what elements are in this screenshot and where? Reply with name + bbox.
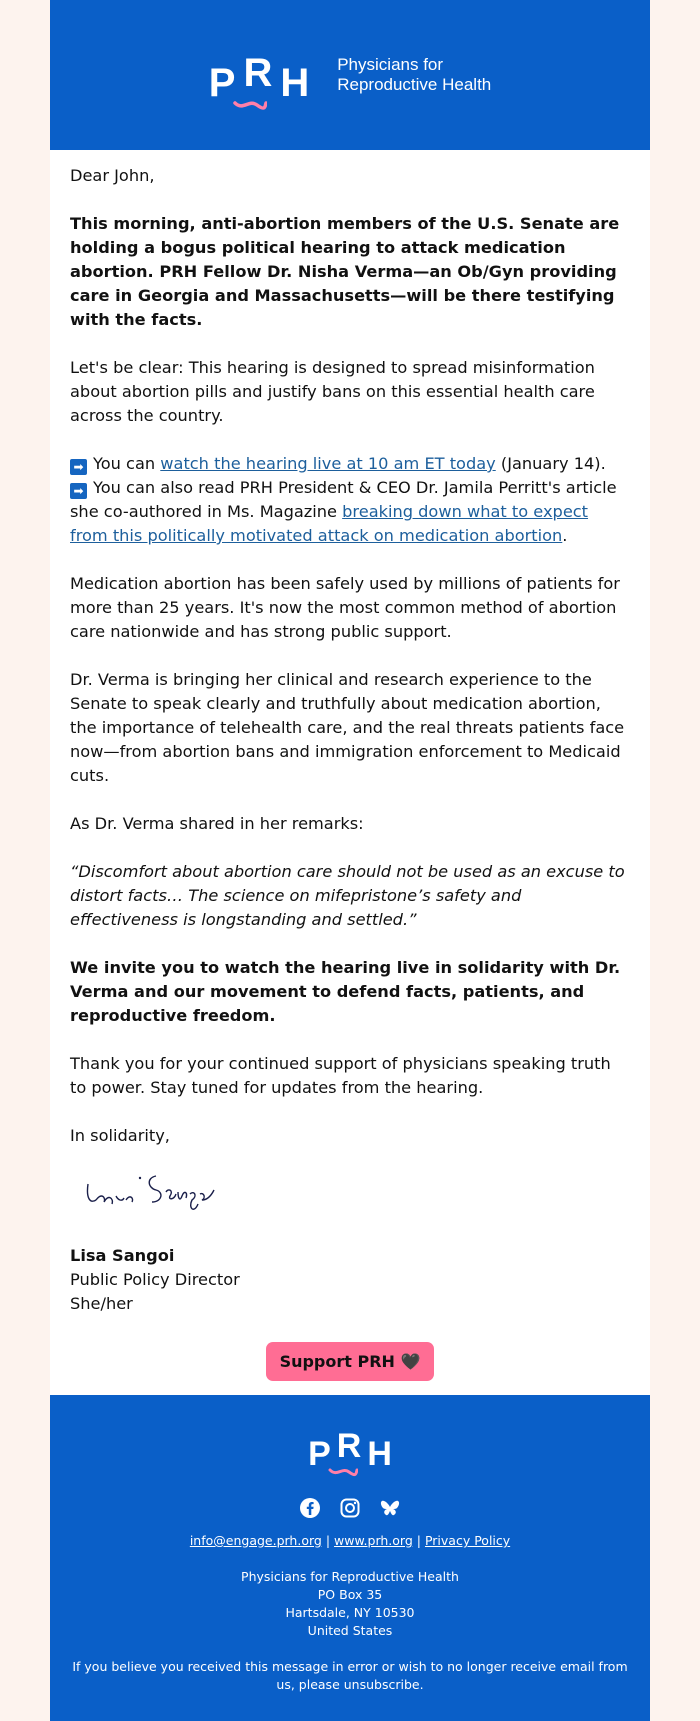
watch-hearing-link[interactable]: watch the hearing live at 10 am ET today xyxy=(160,454,496,473)
address-po-box: PO Box 35 xyxy=(317,1587,383,1602)
footer-logo-letter-p: P xyxy=(308,1435,331,1473)
email-container xyxy=(50,0,650,1721)
email-header xyxy=(50,0,650,150)
footer-separator: | xyxy=(325,1533,331,1548)
bullet1-suffix: (January 14). xyxy=(495,454,606,473)
signature-block xyxy=(70,1244,630,1316)
signer-name: Lisa Sangoi xyxy=(70,1246,175,1265)
arrow-right-icon: ➡ xyxy=(70,459,87,475)
footer-separator: | xyxy=(416,1533,421,1548)
logo-letter-r: R xyxy=(243,51,273,95)
footer-logo-letter-h: H xyxy=(367,1435,392,1473)
closing: In solidarity, xyxy=(70,1126,170,1145)
footer-prh-logo[interactable] xyxy=(308,1425,392,1471)
bullet1-prefix: You can xyxy=(93,454,161,473)
signer-title: Public Policy Director xyxy=(70,1270,240,1289)
address-org: Physicians for Reproductive Health xyxy=(241,1569,459,1584)
thanks-paragraph: Thank you for your continued support of physicians speaking truth to power. Stay tuned for updates from the hearing. xyxy=(70,1054,611,1097)
logo-wordmark xyxy=(337,55,491,95)
prh-logo[interactable] xyxy=(209,47,309,103)
bullet2-suffix: . xyxy=(562,526,568,545)
website-link[interactable]: www.prh.org xyxy=(334,1533,413,1548)
bullet2-prefix: You can also read PRH President & CEO Dr. Jamila Perritt's article she co-authored in Ms. Magazine xyxy=(70,478,617,521)
clear-paragraph: Let's be clear: This hearing is designed to spread misinformation about abortion pills and justify bans on this essential health care across the country. xyxy=(70,358,595,425)
shared-paragraph: As Dr. Verma shared in her remarks: xyxy=(70,814,364,833)
safety-paragraph: Medication abortion has been safely used by millions of patients for more than 25 years. It's now the most common method of abortion care nationwide and has strong public support. xyxy=(70,574,620,641)
footer-links xyxy=(70,1533,630,1548)
mailing-address xyxy=(70,1568,630,1640)
logo-letter-p: P xyxy=(208,61,236,105)
verma-paragraph: Dr. Verma is bringing her clinical and research experience to the Senate to speak clearly and truthfully about medication abortion, the importance of telehealth care, and the real threats patients face now—from abortion bans and immigration enforcement to Medicaid cuts. xyxy=(70,670,625,785)
privacy-policy-link[interactable]: Privacy Policy xyxy=(424,1533,511,1548)
cta-row xyxy=(70,1316,630,1383)
instagram-icon[interactable] xyxy=(339,1497,361,1519)
logo-text-line2: Reproductive Health xyxy=(337,75,492,94)
support-prh-button[interactable]: Support PRH 🖤 xyxy=(266,1342,435,1381)
bullet-block xyxy=(70,452,630,548)
address-city: Hartsdale, NY 10530 xyxy=(285,1605,415,1620)
facebook-icon[interactable] xyxy=(299,1497,321,1519)
contact-email-link[interactable]: info@engage.prh.org xyxy=(189,1533,322,1548)
footer-logo-swoosh-icon xyxy=(328,1467,358,1477)
logo-letter-h: H xyxy=(280,61,310,105)
invite-paragraph: We invite you to watch the hearing live in solidarity with Dr. Verma and our movement to defend facts, patients, and reproductive freedom. xyxy=(70,958,621,1025)
email-footer xyxy=(50,1395,650,1721)
email-body xyxy=(50,150,650,1395)
logo-swoosh-icon xyxy=(233,99,267,111)
signer-pronouns: She/her xyxy=(70,1294,133,1313)
greeting: Dear John, xyxy=(70,166,155,185)
footer-logo-letter-r: R xyxy=(336,1427,362,1465)
ms-magazine-article-link[interactable]: breaking down what to expect from this politically motivated attack on medication abortion xyxy=(70,502,589,545)
logo-text-line1: Physicians for xyxy=(337,55,444,74)
intro-paragraph: This morning, anti-abortion members of the U.S. Senate are holding a bogus political hearing to attack medication abortion. PRH Fellow Dr. Nisha Verma—an Ob/Gyn providing care in Georgia and Massachusetts—will be there testifying with the facts. xyxy=(70,214,620,329)
verma-quote: “Discomfort about abortion care should not be used as an excuse to distort facts… The science on mifepristone’s safety and effectiveness is longstanding and settled.” xyxy=(70,862,625,929)
arrow-right-icon: ➡ xyxy=(70,483,87,499)
social-links xyxy=(70,1497,630,1519)
address-country: United States xyxy=(307,1623,393,1638)
unsubscribe-text[interactable]: If you believe you received this message in error or wish to no longer receive email from us, please unsubscribe. xyxy=(72,1659,628,1692)
bluesky-icon[interactable] xyxy=(379,1497,401,1519)
signature-image xyxy=(82,1164,630,1224)
